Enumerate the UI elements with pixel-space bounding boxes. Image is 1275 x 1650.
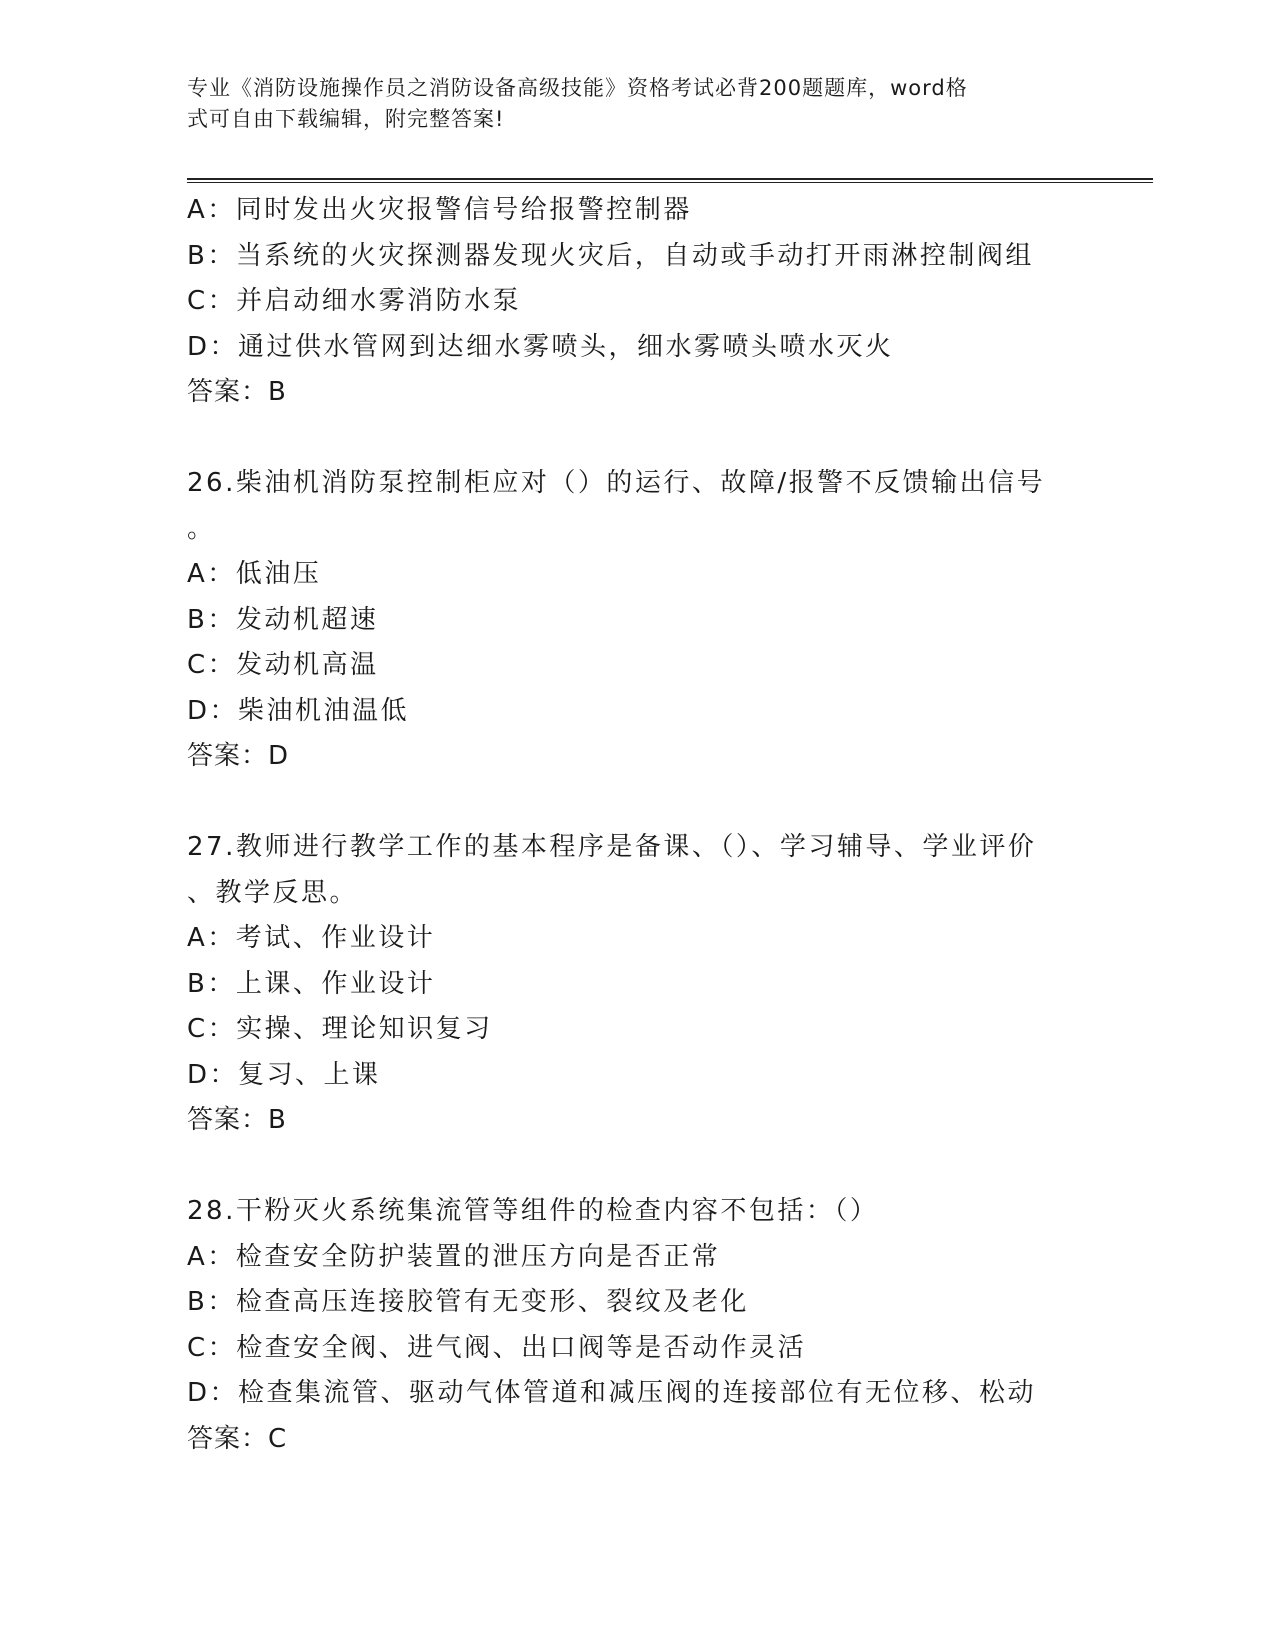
question-stem: 26.柴油机消防泵控制柜应对（）的运行、故障/报警不反馈输出信号 [187,468,1046,498]
document-header [187,73,1067,135]
header-line-2: 式可自由下载编辑，附完整答案! [187,107,505,131]
header-line-1: 专业《消防设施操作员之消防设备高级技能》资格考试必背200题题库，word格 [187,76,968,100]
option-b: B：检查高压连接胶管有无变形、裂纹及老化 [187,1287,749,1317]
question-28 [187,1189,1087,1462]
question-list [187,188,1087,1462]
spacer [187,416,1087,462]
spacer [187,780,1087,826]
option-d: D：柴油机油温低 [187,695,410,726]
answer: 答案：B [187,1105,287,1135]
answer: 答案：D [187,741,290,771]
option-c: C：发动机高温 [187,650,379,680]
option-b: B：发动机超速 [187,604,379,635]
option-d: D：复习、上课 [187,1059,381,1090]
answer: 答案：C [187,1423,288,1454]
option-b: B：上课、作业设计 [187,968,436,999]
question-stem: 28.干粉灭火系统集流管等组件的检查内容不包括：（） [187,1196,879,1226]
option-a: A：低油压 [187,559,322,589]
spacer [187,1144,1087,1190]
header-divider-thick [187,178,1153,180]
option-c: C：实操、理论知识复习 [187,1014,493,1044]
question-26 [187,461,1087,780]
question-stem-continued: 。 [187,513,216,544]
question-stem-continued: 、教学反思。 [187,877,359,908]
option-d: D：检查集流管、驱动气体管道和减压阀的连接部位有无位移、松动 [187,1378,1037,1408]
option-b: B：当系统的火灾探测器发现火灾后，自动或手动打开雨淋控制阀组 [187,240,1034,271]
question-25-options [187,188,1087,416]
option-c: C：并启动细水雾消防水泵 [187,286,522,316]
option-d: D：通过供水管网到达细水雾喷头，细水雾喷头喷水灭火 [187,331,894,362]
option-c: C：检查安全阀、进气阀、出口阀等是否动作灵活 [187,1332,807,1363]
question-27 [187,825,1087,1144]
option-a: A：同时发出火灾报警信号给报警控制器 [187,195,692,225]
question-stem: 27.教师进行教学工作的基本程序是备课、（）、学习辅导、学业评价 [187,832,1037,862]
header-divider-thin [187,182,1153,183]
option-a: A：考试、作业设计 [187,923,436,953]
answer: 答案：B [187,377,287,407]
option-a: A：检查安全防护装置的泄压方向是否正常 [187,1241,721,1272]
